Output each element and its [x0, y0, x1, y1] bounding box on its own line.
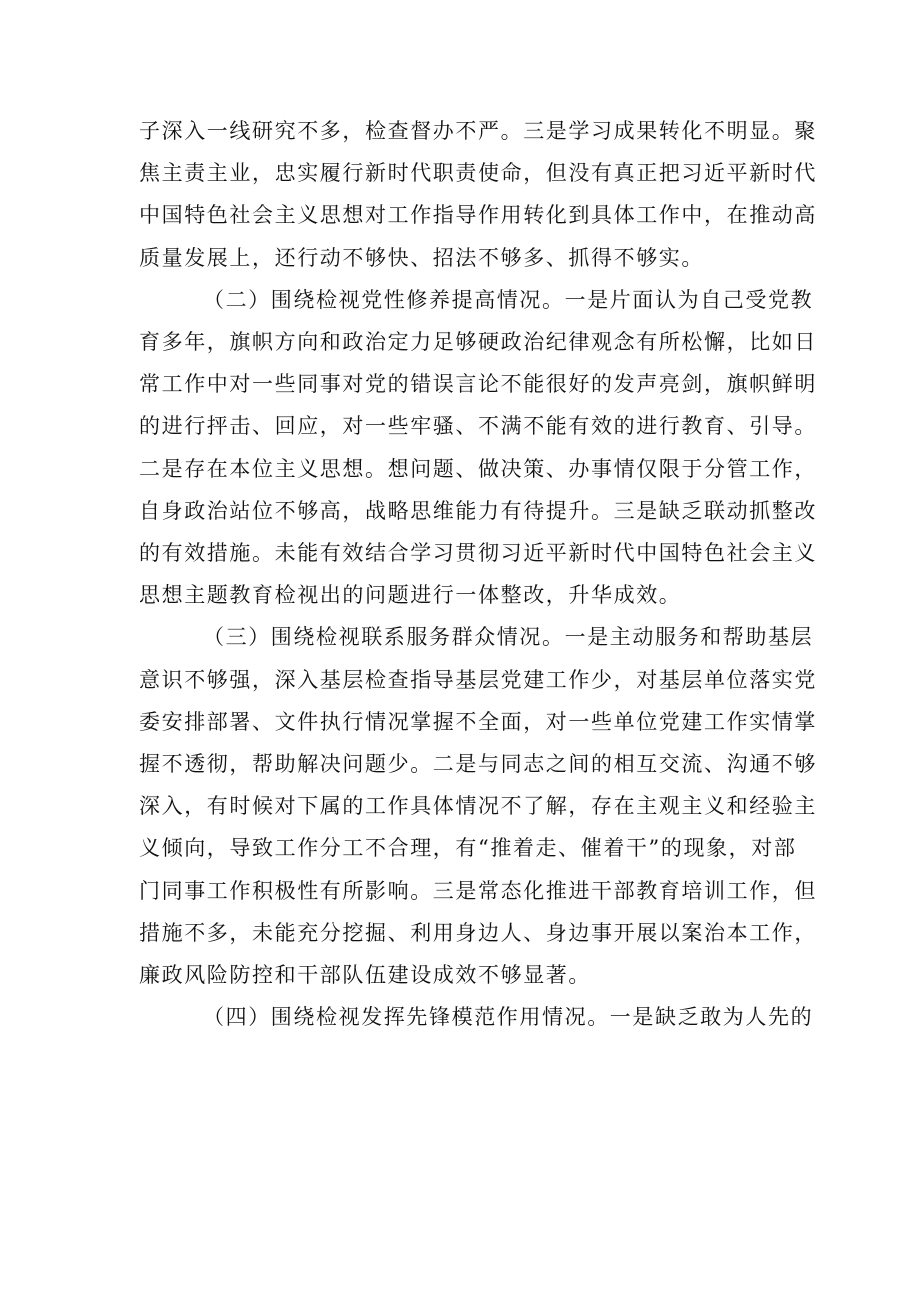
section-heading-line: （四）围绕检视发挥先锋模范作用情况。一是缺乏敢为人先的 — [203, 1005, 814, 1030]
text-line: 子深入一线研究不多，检查督办不严。三是学习成果转化不明显。聚 — [139, 119, 817, 143]
section-heading-line: （三）围绕检视联系服务群众情况。一是主动服务和帮助基层 — [203, 625, 814, 650]
text-line: 措施不多，未能充分挖掘、利用身边人、身边事开展以案治本工作， — [139, 920, 817, 945]
text-line: 二是存在本位主义思想。想问题、做决策、办事情仅限于分管工作， — [139, 456, 817, 481]
text-line: 思想主题教育检视出的问题进行一体整改，升华成效。 — [139, 583, 682, 608]
document-body — [139, 110, 817, 1038]
text-line: 深入，有时候对下属的工作具体情况不了解，存在主观主义和经验主 — [139, 794, 817, 819]
text-line: 焦主责主业，忠实履行新时代职责使命，但没有真正把习近平新时代 — [139, 161, 817, 186]
text-line: 质量发展上，还行动不够快、招法不够多、抓得不够实。 — [139, 245, 704, 270]
text-line: 的有效措施。未能有效结合学习贯彻习近平新时代中国特色社会主义 — [139, 541, 817, 566]
text-line: 育多年，旗帜方向和政治定力足够硬政治纪律观念有所松懈，比如日 — [139, 330, 817, 355]
text-line: 意识不够强，深入基层检查指导基层党建工作少，对基层单位落实党 — [139, 667, 817, 692]
text-line: 握不透彻，帮助解决问题少。二是与同志之间的相互交流、沟通不够 — [139, 752, 817, 777]
text-line: 义倾向，导致工作分工不合理，有“推着走、催着干”的现象，对部 — [139, 836, 797, 861]
text-line: 的进行抨击、回应，对一些牢骚、不满不能有效的进行教育、引导。 — [139, 414, 817, 439]
text-line: 自身政治站位不够高，战略思维能力有待提升。三是缺乏联动抓整改 — [139, 498, 817, 523]
text-line: 门同事工作积极性有所影响。三是常态化推进干部教育培训工作，但 — [139, 878, 817, 903]
text-line: 委安排部署、文件执行情况掌握不全面，对一些单位党建工作实情掌 — [139, 709, 817, 734]
text-line: 廉政风险防控和干部队伍建设成效不够显著。 — [139, 963, 591, 988]
text-line: 中国特色社会主义思想对工作指导作用转化到具体工作中，在推动高 — [139, 203, 817, 228]
section-heading-line: （二）围绕检视党性修养提高情况。一是片面认为自己受党教 — [203, 287, 814, 312]
text-line: 常工作中对一些同事对党的错误言论不能很好的发声亮剑，旗帜鲜明 — [139, 372, 817, 397]
